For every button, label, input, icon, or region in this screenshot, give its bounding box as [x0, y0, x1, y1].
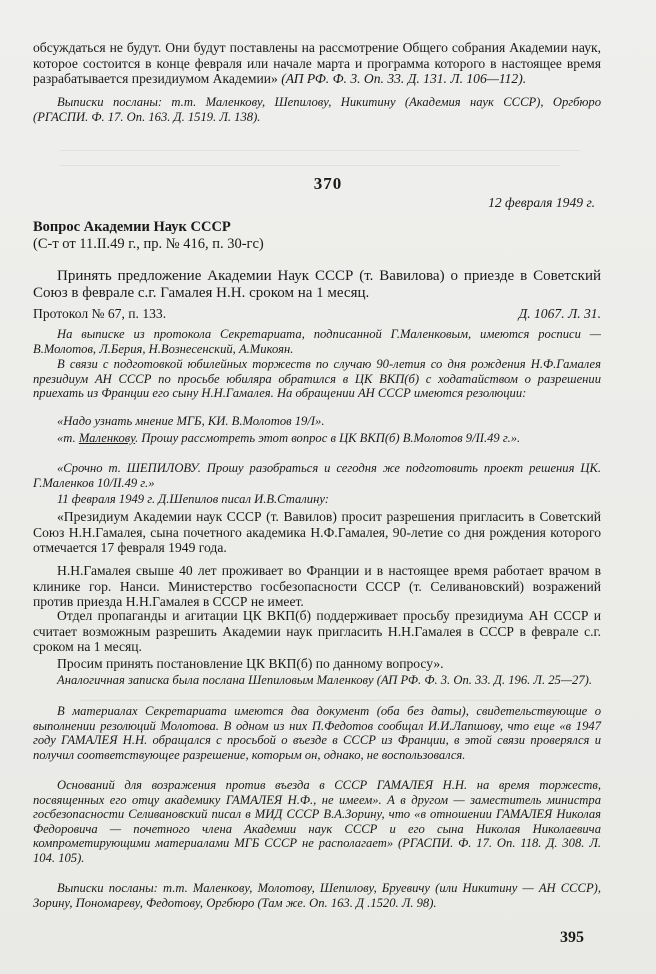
- bleed-line: [60, 150, 580, 151]
- resolution-2-text: . Прошу рассмотреть этот вопрос в ЦК ВКП(б) В.Молотов 9/II.49 г.».: [135, 431, 521, 445]
- document-number: 370: [313, 174, 343, 193]
- analogous-note: Аналогичная записка была послана Шепиловым Маленкову (АП РФ. Ф. 3. Оп. 33. Д. 196. Л. 25—27).: [57, 673, 592, 687]
- note-context: В связи с подготовкой юбилейных торжеств по случаю 90-летия со дня рождения Н.Ф.Гамалея президиум АН СССР по просьбе юбиляра обратился в ЦК ВКП(б) с ходатайством о разрешении приехать из Франции его сыну Н.Н.Гамалея. На обращении АН СССР имеются резолюции:: [33, 357, 601, 401]
- document-title: Вопрос Академии Наук СССР: [33, 219, 231, 235]
- bleed-line: [60, 165, 560, 166]
- quote-paragraph-3: Отдел пропаганды и агитации ЦК ВКП(б) поддерживает просьбу президиума АН СССР и считает возможным разрешить Академии наук пригласить Н.Н.Гамалея в СССР в феврале с.г. сроком на 1 месяц.: [33, 608, 601, 655]
- resolution-2-prefix: «т.: [57, 431, 79, 445]
- secretariat-materials-2: Оснований для возражения против въезда в СССР ГАМАЛЕЯ Н.Н. на время торжеств, посвященных его отцу академику ГАМАЛЕЯ Н.Ф., не имеем». А в другом — заместитель министра госбезопасности Селивановский писал в МИД СССР В.А.Зорину, что «в отношении ГАМАЛЕЯ Николая Федоровича — почетного члена Академии наук СССР и его сына Николая Николаевича компрометирующими материалами МГБ СССР не располагает» (РГАСПИ. Ф. 17. Оп. 118. Д. 308. Л. 104. 105).: [33, 778, 601, 865]
- resolution-molotov-2: [33, 431, 601, 446]
- protocol-line: [33, 306, 601, 322]
- document-date: 12 февраля 1949 г.: [488, 195, 595, 210]
- previous-document-tail: [33, 40, 601, 87]
- archive-reference: Д. 1067. Л. 31.: [518, 306, 601, 321]
- previous-source: (АП РФ. Ф. 3. Оп. 33. Д. 131. Л. 106—112).: [277, 71, 527, 87]
- secretariat-materials-1: В материалах Секретариата имеются два документ (оба без даты), свидетельствующие о выполнении резолюций Молотова. В одном из них П.Федотов сообщал И.И.Лапшову, что еще «в 1947 году ГАМАЛЕЯ Н.Н. обращался с просьбой о въезде в СССР из Франции, в этой связи проверялся и получил соответствующее разрешение, которым он, однако, не воспользовался.: [33, 704, 601, 762]
- bleed-line: [80, 700, 560, 701]
- final-extracts-sent: Выписки посланы: т.т. Маленкову, Молотову, Шепилову, Бруевичу (или Никитину — АН СССР), Зорину, Пономареву, Федотову, Оргбюро (Там же. Оп. 163. Д .1520. Л. 98).: [33, 881, 601, 910]
- previous-extracts-sent: Выписки посланы: т.т. Маленкову, Шепилову, Никитину (Академия наук СССР), Оргбюро (РГАСПИ. Ф. 17. Оп. 163. Д. 1519. Л. 138).: [33, 95, 601, 124]
- shepilov-note-intro: 11 февраля 1949 г. Д.Шепилов писал И.В.Сталину:: [57, 492, 329, 506]
- document-subtitle: (С-т от 11.II.49 г., пр. № 416, п. 30-гс): [33, 236, 264, 252]
- resolution-molotov-1: «Надо узнать мнение МГБ, КИ. В.Молотов 19/I».: [57, 414, 325, 428]
- quote-paragraph-1: «Президиум Академии наук СССР (т. Вавилов) просит разрешения пригласить в Советский Союз Н.Н.Гамалея, сына почетного академика Н.Ф.Гамалея, 90-летие со дня рождения которого отмечается 17 февраля 1949 года.: [33, 509, 601, 556]
- quote-paragraph-4: Просим принять постановление ЦК ВКП(б) по данному вопросу».: [57, 656, 444, 671]
- decision-text: Принять предложение Академии Наук СССР (т. Вавилова) о приезде в Советский Союз в феврале с.г. Гамалея Н.Н. сроком на 1 месяц.: [33, 268, 601, 301]
- resolution-malenkov: «Срочно т. ШЕПИЛОВУ. Прошу разобраться и сегодня же подготовить проект решения ЦК. Г.Маленков 10/II.49 г.»: [33, 461, 601, 490]
- resolution-2-addressee: Маленкову: [78, 431, 136, 445]
- protocol-number: Протокол № 67, п. 133.: [33, 306, 167, 321]
- previous-text: обсуждаться не будут. Они будут поставлены на рассмотрение Общего собрания Академии наук, которое состоится в конце февраля или начале марта и программа которого в настоящее время разрабатывается президиумом Академии»: [33, 40, 601, 87]
- note-signatures: На выписке из протокола Секретариата, подписанной Г.Маленковым, имеются росписи — В.Молотов, Л.Берия, Н.Вознесенский, А.Микоян.: [33, 327, 601, 356]
- page-number: 395: [560, 929, 584, 946]
- quote-paragraph-2: Н.Н.Гамалея свыше 40 лет проживает во Франции и в настоящее время работает врачом в клинике гор. Нанси. Министерство госбезопасности СССР (т. Селивановский) возражений против приезда Н.Н.Гамалея в СССР не имеет.: [33, 563, 601, 610]
